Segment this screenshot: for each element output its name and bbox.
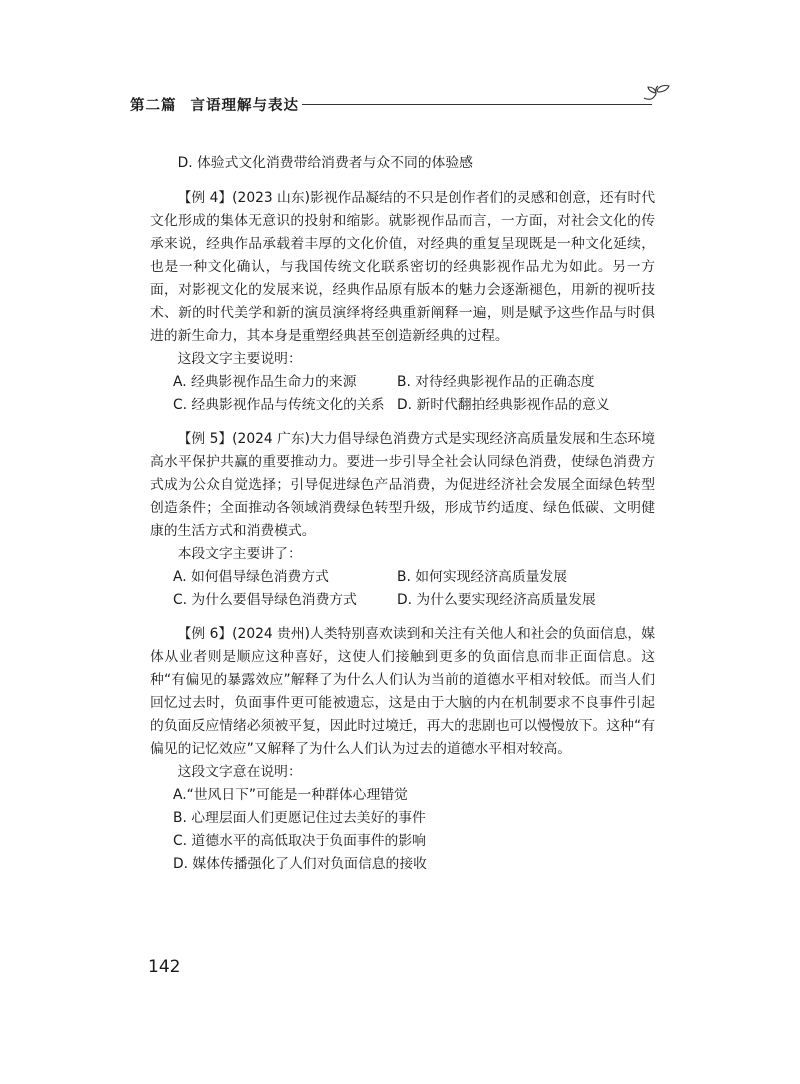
example-6-options (150, 784, 655, 876)
option-d: D. 媒体传播强化了人们对负面信息的接收 (173, 856, 427, 872)
prev-option: D. 体验式文化消费带给消费者与众不同的体验感 (177, 155, 473, 171)
section-title (130, 94, 299, 115)
page-number: 142 (148, 957, 181, 977)
sprout-icon (642, 84, 672, 106)
running-header (130, 84, 672, 118)
chapter-title: 言语理解与表达 (190, 98, 299, 114)
part-label: 第二篇 (130, 98, 177, 114)
option-c: C. 经典影视作品与传统文化的关系 (173, 397, 385, 413)
example-4-question: 这段文字主要说明： (177, 351, 302, 367)
option-c: C. 道德水平的高低取决于负面事件的影响 (173, 833, 426, 849)
header-rule (302, 104, 652, 105)
option-b: B. 如何实现经济高质量发展 (397, 569, 568, 585)
option-a: A. 经典影视作品生命力的来源 (173, 374, 357, 390)
example-5-text: 【例 5】(2024 广东)大力倡导绿色消费方式是实现经济高质量发展和生态环境高水平保护共赢的重要推动力。要进一步引导全社会认同绿色消费，使绿色消费方式成为公众自觉选择；引导促进绿色产品消费，为促进经济社会发展全面绿色转型创造条件；全面推动各领域消费绿色转型升级，形成节约适度、绿色低碳、文明健康的生活方式和消费模式。 (150, 431, 655, 539)
option-c: C. 为什么要倡导绿色消费方式 (173, 592, 357, 608)
option-a: A. 如何倡导绿色消费方式 (173, 569, 329, 585)
option-b: B. 对待经典影视作品的正确态度 (397, 374, 595, 390)
example-6-question: 这段文字意在说明： (177, 764, 302, 780)
example-5-question: 本段文字主要讲了： (177, 546, 302, 562)
example-4-options (150, 371, 655, 417)
option-d: D. 新时代翻拍经典影视作品的意义 (397, 397, 610, 413)
page-content (150, 152, 655, 876)
option-b: B. 心理层面人们更愿记住过去美好的事件 (173, 810, 426, 826)
example-5-options (150, 566, 655, 612)
example-4-text: 【例 4】(2023 山东)影视作品凝结的不只是创作者们的灵感和创意，还有时代文化形成的集体无意识的投射和缩影。就影视作品而言，一方面，对社会文化的传承来说，经典作品承载着丰厚的文化价值，对经典的重复呈现既是一种文化延续，也是一种文化确认，与我国传统文化联系密切的经典影视作品尤为如此。另一方面，对影视文化的发展来说，经典作品原有版本的魅力会逐渐褪色，用新的视听技术、新的时代美学和新的演员演绎将经典重新阐释一遍，则是赋予这些作品与时俱进的新生命力，其本身是重塑经典甚至创造新经典的过程。 (150, 190, 655, 344)
example-6-text: 【例 6】(2024 贵州)人类特别喜欢读到和关注有关他人和社会的负面信息，媒体从业者则是顺应这种喜好，这使人们接触到更多的负面信息而非正面信息。这种“有偏见的暴露效应”解释了为什么人们认为当前的道德水平相对较低。而当人们回忆过去时，负面事件更可能被遗忘，这是由于大脑的内在机制要求不良事件引起的负面反应情绪必须被平复，因此时过境迁，再大的悲剧也可以慢慢放下。这种“有偏见的记忆效应”又解释了为什么人们认为过去的道德水平相对较高。 (150, 626, 655, 757)
option-a: A.“世风日下”可能是一种群体心理错觉 (173, 787, 408, 803)
option-d: D. 为什么要实现经济高质量发展 (397, 592, 596, 608)
